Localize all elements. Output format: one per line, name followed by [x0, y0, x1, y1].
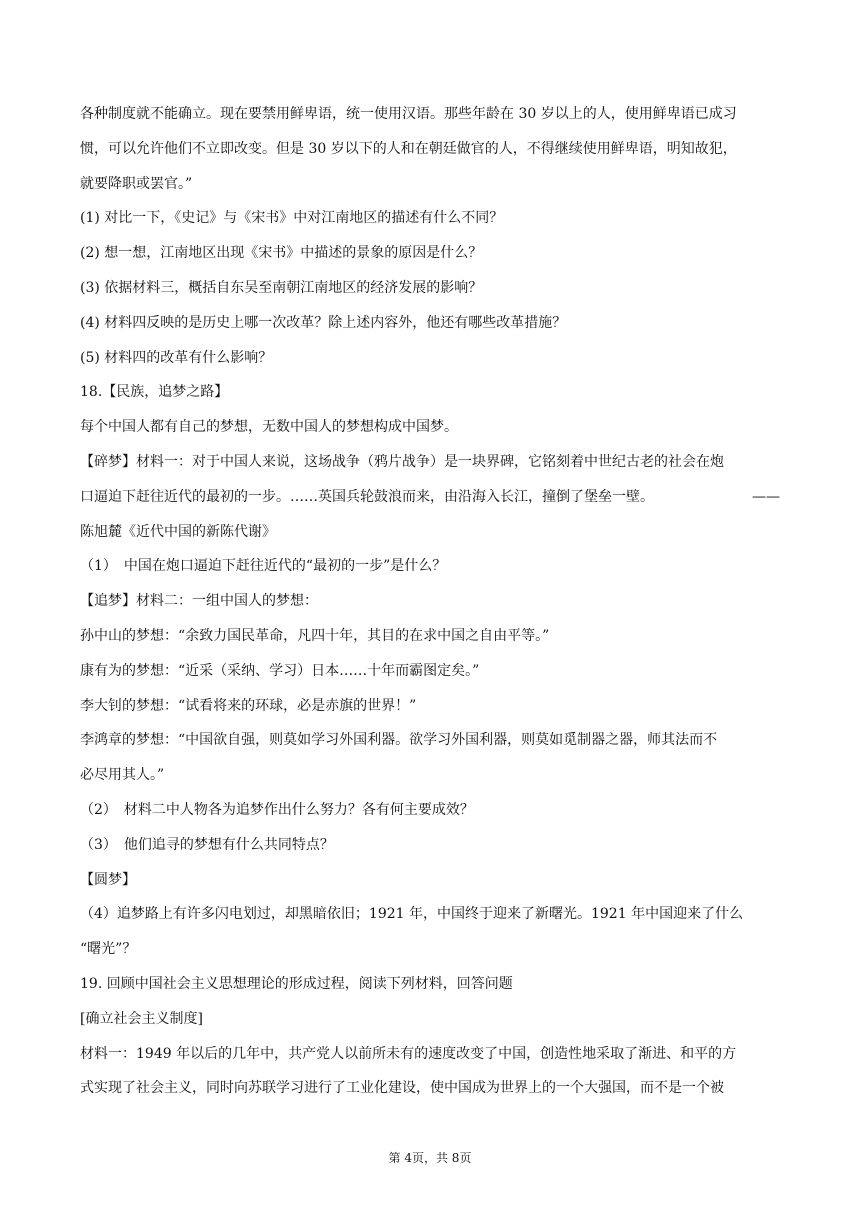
paragraph-line: 材料一：1949 年以后的几年中，共产党人以前所未有的速度改变了中国，创造性地采取了渐进、和平的方: [80, 1045, 737, 1062]
paragraph-line: 式实现了社会主义，同时向苏联学习进行了工业化建设，使中国成为世界上的一个大强国，而不是一个被: [80, 1080, 724, 1097]
quote-attribution-row: [80, 487, 780, 507]
question-line: （4）追梦路上有许多闪电划过，却黑暗依旧；1921 年，中国终于迎来了新曙光。1921 年中国迎来了什么: [80, 906, 744, 923]
question-line: （1） 中国在炮口逼迫下赶往近代的“最初的一步”是什么？: [80, 558, 447, 575]
question-line: （3） 他们追寻的梦想有什么共同特点？: [80, 836, 334, 853]
quote-line: 康有为的梦想：“近采（采纳、学习）日本……十年而霸图定矣。”: [80, 662, 480, 679]
quote-line: 必尽用其人。”: [80, 767, 165, 784]
section-heading: 18.【民族，追梦之路】: [80, 384, 229, 401]
paragraph-line: 每个中国人都有自己的梦想，无数中国人的梦想构成中国梦。: [80, 419, 458, 436]
source-citation: 陈旭麓《近代中国的新陈代谢》: [80, 523, 276, 540]
question-line: (4) 材料四反映的是历史上哪一次改革？除上述内容外，他还有哪些改革措施？: [80, 314, 567, 331]
document-page: [80, 104, 780, 1113]
quote-line: 李鸿章的梦想：“中国欲自强，则莫如学习外国利器。欲学习外国利器，则莫如觅制器之器，师其法而不: [80, 732, 718, 749]
attribution-dash: ——: [752, 488, 780, 505]
section-heading: 【圆梦】: [80, 871, 136, 888]
section-heading: [确立社会主义制度]: [80, 1010, 203, 1027]
paragraph-line: 就要降职或罢官。”: [80, 175, 193, 192]
question-line: （2） 材料二中人物各为追梦作出什么努力？各有何主要成效？: [80, 801, 474, 818]
question-line: (1) 对比一下，《史记》与《宋书》中对江南地区的描述有什么不同？: [80, 210, 504, 227]
question-line: (2) 想一想，江南地区出现《宋书》中描述的景象的原因是什么？: [80, 245, 483, 262]
question-line: (5) 材料四的改革有什么影响？: [80, 349, 273, 366]
question-line: (3) 依据材料三，概括自东吴至南朝江南地区的经济发展的影响？: [80, 279, 483, 296]
quote-line: 孙中山的梦想：“余致力国民革命，凡四十年，其目的在求中国之自由平等。”: [80, 627, 550, 644]
paragraph-line: 【追梦】材料二：一组中国人的梦想：: [80, 593, 318, 610]
section-heading: 19. 回顾中国社会主义思想理论的形成过程，阅读下列材料，回答问题: [80, 975, 513, 992]
quote-line: 李大钊的梦想：“试看将来的环球，必是赤旗的世界！”: [80, 697, 417, 714]
paragraph-line: 【碎梦】材料一：对于中国人来说，这场战争（鸦片战争）是一块界碑，它铭刻着中世纪古老的社会在炮: [80, 453, 724, 470]
paragraph-line: 惯，可以允许他们不立即改变。但是 30 岁以下的人和在朝廷做官的人，不得继续使用鲜卑语，明知故犯，: [80, 140, 737, 157]
paragraph-line: 口逼迫下赶往近代的最初的一步。……英国兵轮鼓浪而来，由沿海入长江，撞倒了堡垒一壁。: [80, 488, 654, 505]
page-footer: 第 4页，共 8页: [388, 1151, 472, 1165]
question-line: “曙光”？: [80, 941, 137, 958]
paragraph-line: 各种制度就不能确立。现在要禁用鲜卑语，统一使用汉语。那些年龄在 30 岁以上的人，使用鲜卑语已成习: [80, 106, 737, 122]
